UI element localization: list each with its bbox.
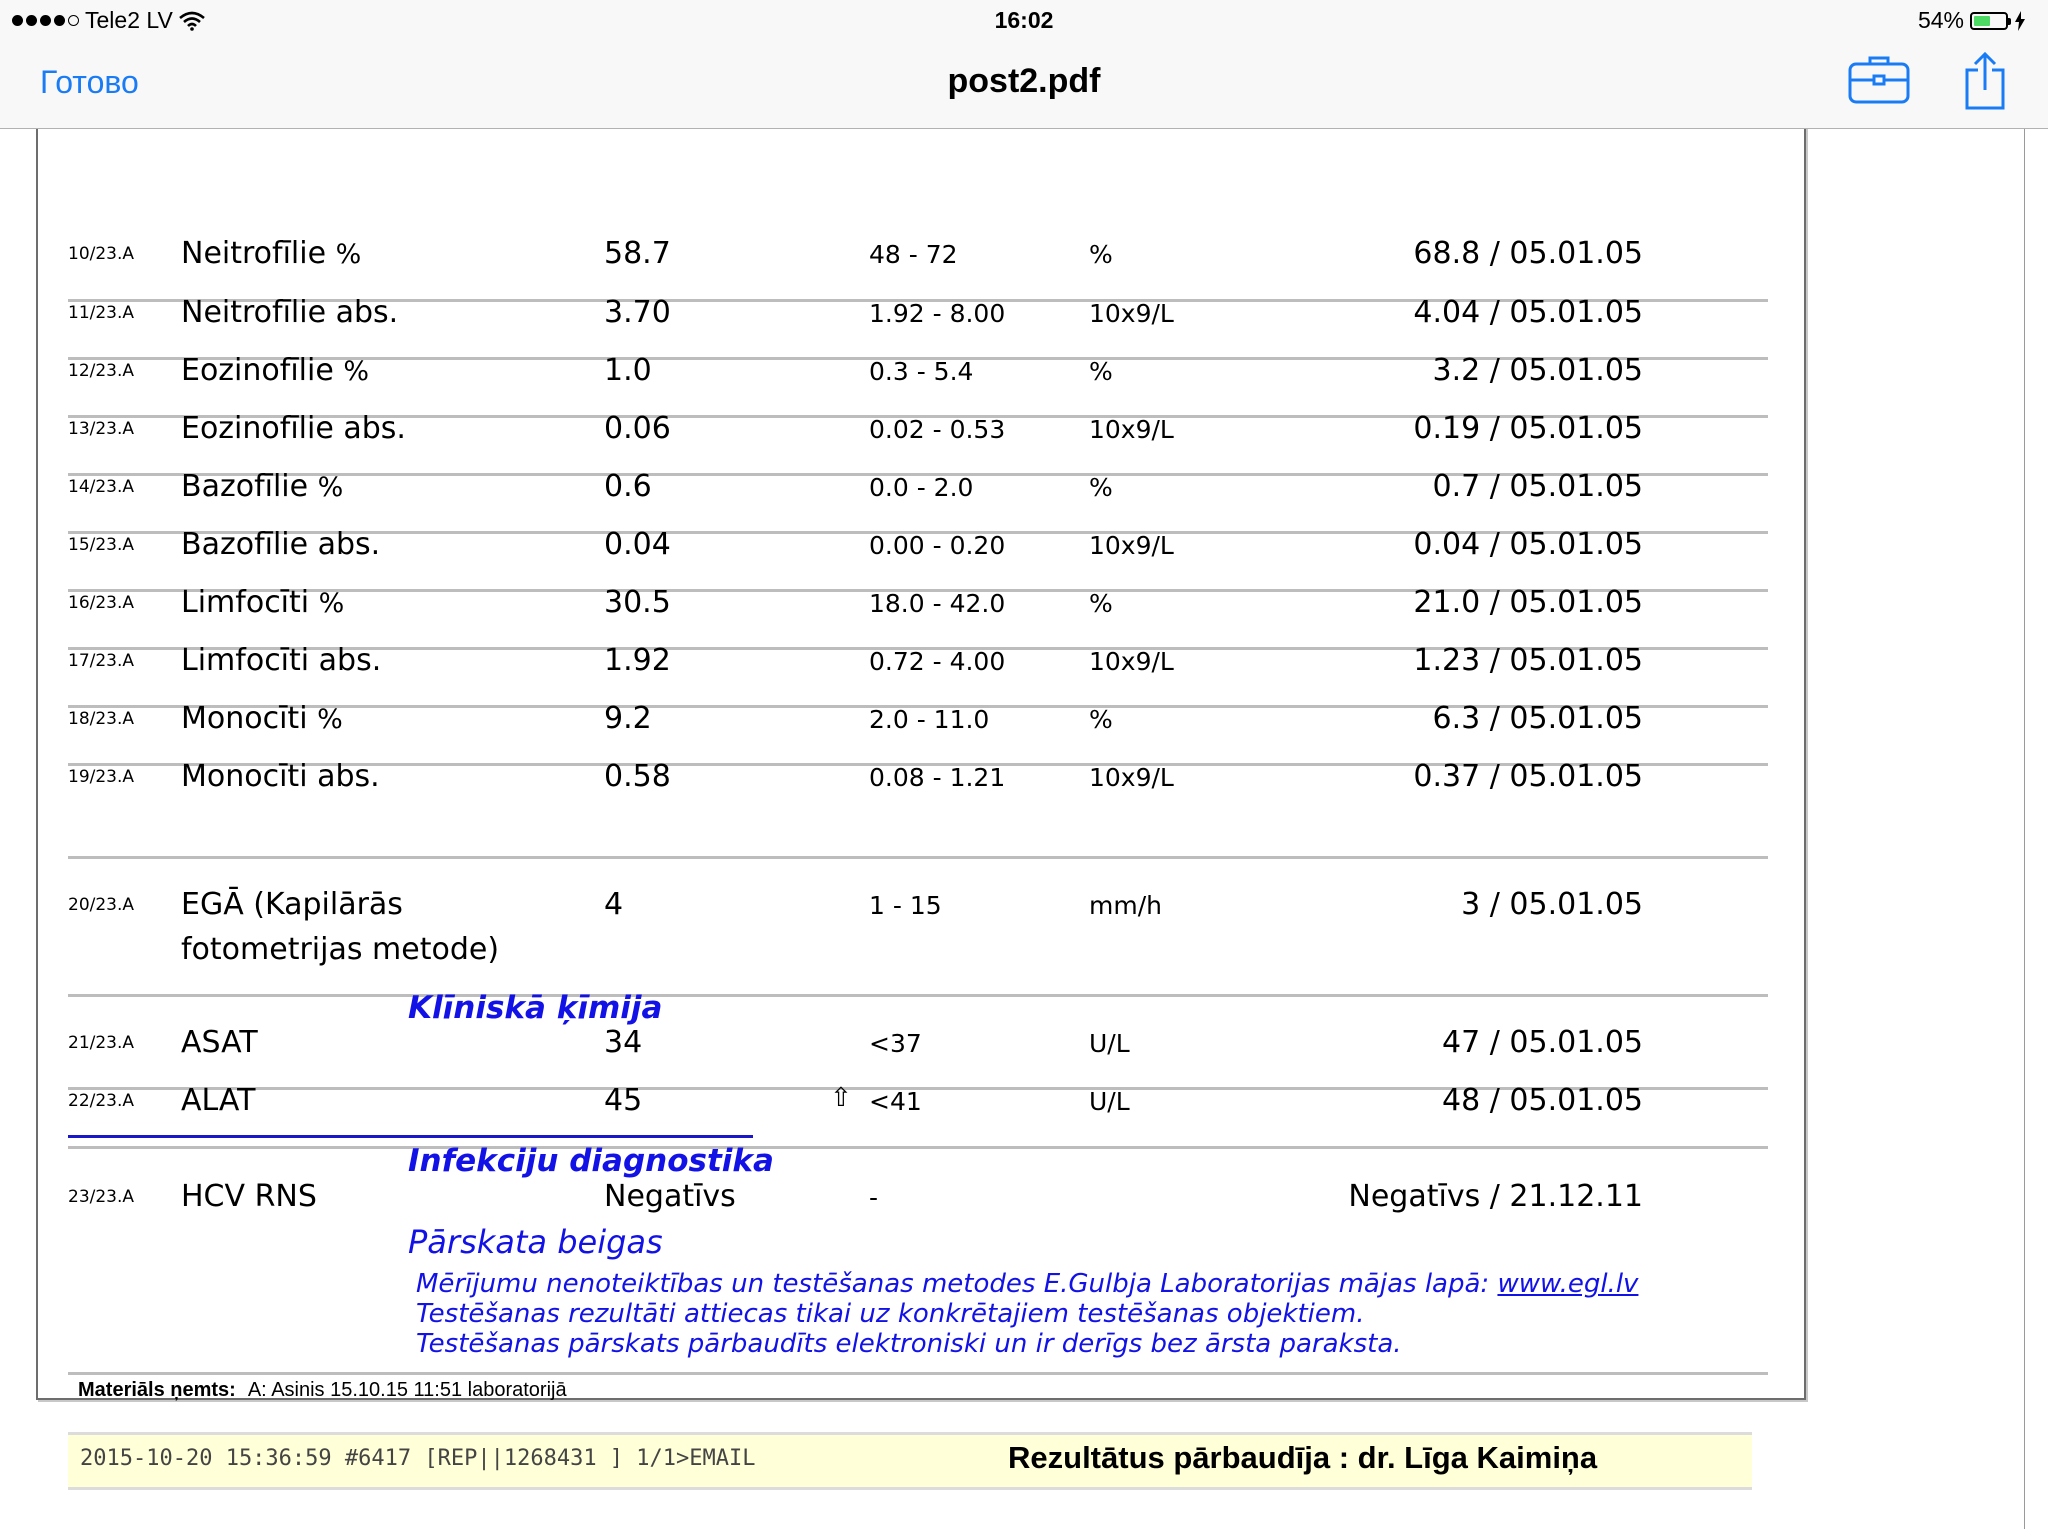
reference-range: 1 - 15: [869, 891, 942, 920]
test-value: 58.7: [604, 236, 671, 271]
test-name-continued: fotometrijas metode): [181, 932, 500, 967]
unit: %: [1089, 705, 1113, 734]
test-name: Limfocīti %: [181, 585, 345, 620]
test-name: ALAT: [181, 1083, 256, 1118]
previous-result: Negatīvs / 21.12.11: [1348, 1179, 1643, 1214]
row-id: 16/23.A: [68, 593, 135, 613]
unit: %: [1089, 240, 1113, 269]
row-id: 10/23.A: [68, 244, 135, 264]
done-button[interactable]: Готово: [40, 64, 139, 100]
reference-range: 0.0 - 2.0: [869, 473, 974, 502]
material-taken: Materiāls ņemts: A: Asinis 15.10.15 11:51 laboratorijā: [78, 1379, 567, 1401]
reference-range: <41: [869, 1087, 922, 1116]
status-right: [1918, 7, 2026, 34]
section-title-infection-diagnostics: Infekciju diagnostika: [408, 1143, 774, 1179]
test-name: Neitrofīlie abs.: [181, 295, 399, 330]
unit: %: [1089, 473, 1113, 502]
reference-range: <37: [869, 1029, 922, 1058]
previous-result: 21.0 / 05.01.05: [1413, 585, 1643, 620]
unit: 10x9/L: [1089, 415, 1174, 444]
verified-by: Rezultātus pārbaudīja : dr. Līga Kaimiņa: [1008, 1440, 1598, 1475]
row-id: 15/23.A: [68, 535, 135, 555]
note-line-3: Testēšanas pārskats pārbaudīts elektroniski un ir derīgs bez ārsta paraksta.: [416, 1329, 1402, 1359]
test-name: Neitrofīlie %: [181, 236, 362, 271]
test-value: 0.06: [604, 411, 671, 446]
row-id: 11/23.A: [68, 303, 135, 323]
pdf-viewer[interactable]: [0, 129, 2048, 1536]
battery-icon: [1970, 12, 2008, 30]
unit: 10x9/L: [1089, 299, 1174, 328]
test-name: Monocīti abs.: [181, 759, 380, 794]
test-value: 34: [604, 1025, 643, 1060]
test-value: 0.6: [604, 469, 652, 504]
row-id: 14/23.A: [68, 477, 135, 497]
test-name: EGĀ (Kapilārās: [181, 887, 403, 922]
reference-range: 0.3 - 5.4: [869, 357, 974, 386]
test-name: Limfocīti abs.: [181, 643, 382, 678]
test-name: Bazofīlie abs.: [181, 527, 381, 562]
test-name: Eozinofīlie abs.: [181, 411, 406, 446]
row-divider: [68, 1146, 1768, 1149]
share-icon[interactable]: [1964, 52, 2006, 110]
row-id: 21/23.A: [68, 1033, 135, 1053]
previous-result: 0.37 / 05.01.05: [1413, 759, 1643, 794]
previous-result: 6.3 / 05.01.05: [1432, 701, 1643, 736]
scroll-edge: [2024, 129, 2025, 1529]
test-value: 4: [604, 887, 624, 922]
status-bar: [0, 0, 2048, 40]
row-id: 19/23.A: [68, 767, 135, 787]
row-id: 17/23.A: [68, 651, 135, 671]
row-divider: [68, 1372, 1768, 1375]
reference-range: 0.72 - 4.00: [869, 647, 1006, 676]
navigation-bar: [0, 40, 2048, 129]
row-id: 20/23.A: [68, 895, 135, 915]
section-underline: [68, 1135, 753, 1138]
previous-result: 47 / 05.01.05: [1442, 1025, 1643, 1060]
unit: %: [1089, 589, 1113, 618]
previous-result: 4.04 / 05.01.05: [1413, 295, 1643, 330]
section-title-clinical-chemistry: Klīniskā ķīmija: [408, 990, 663, 1026]
report-end-title: Pārskata beigas: [408, 1223, 663, 1261]
previous-result: 0.7 / 05.01.05: [1432, 469, 1643, 504]
pdf-page: [36, 129, 1806, 1475]
test-value: 3.70: [604, 295, 671, 330]
report-footer: [68, 1432, 1752, 1490]
row-id: 13/23.A: [68, 419, 135, 439]
unit: U/L: [1089, 1087, 1130, 1116]
test-name: Monocīti %: [181, 701, 343, 736]
test-name: HCV RNS: [181, 1179, 317, 1214]
document-title: post2.pdf: [947, 62, 1101, 100]
previous-result: 3.2 / 05.01.05: [1432, 353, 1643, 388]
test-value: 9.2: [604, 701, 652, 736]
reference-range: 0.08 - 1.21: [869, 763, 1006, 792]
note-line-2: Testēšanas rezultāti attiecas tikai uz konkrētajiem testēšanas objektiem.: [416, 1299, 1365, 1329]
reference-range: 18.0 - 42.0: [869, 589, 1006, 618]
previous-result: 1.23 / 05.01.05: [1413, 643, 1643, 678]
test-value: 30.5: [604, 585, 671, 620]
reference-range: 0.02 - 0.53: [869, 415, 1006, 444]
unit: 10x9/L: [1089, 531, 1174, 560]
clock: 16:02: [994, 7, 1054, 33]
egl-website-link[interactable]: www.egl.lv: [1497, 1269, 1639, 1299]
reference-range: 48 - 72: [869, 240, 958, 269]
previous-result: 0.04 / 05.01.05: [1413, 527, 1643, 562]
test-value: Negatīvs: [604, 1179, 736, 1214]
row-divider: [68, 856, 1768, 859]
test-name: Bazofīlie %: [181, 469, 344, 504]
row-id: 22/23.A: [68, 1091, 135, 1111]
previous-result: 68.8 / 05.01.05: [1413, 236, 1643, 271]
previous-result: 3 / 05.01.05: [1461, 887, 1643, 922]
unit: 10x9/L: [1089, 647, 1174, 676]
row-id: 23/23.A: [68, 1187, 135, 1207]
test-value: 1.0: [604, 353, 652, 388]
test-value: 1.92: [604, 643, 671, 678]
unit: 10x9/L: [1089, 763, 1174, 792]
reference-range: 1.92 - 8.00: [869, 299, 1006, 328]
report-metadata: 2015-10-20 15:36:59 #6417 [REP||1268431 ] 1/1>EMAIL: [80, 1446, 756, 1471]
note-line-1: Mērījumu nenoteiktības un testēšanas metodes E.Gulbja Laboratorijas mājas lapā: www.egl.lv: [416, 1269, 1639, 1299]
unit: %: [1089, 357, 1113, 386]
reference-range: 2.0 - 11.0: [869, 705, 990, 734]
reference-range: -: [869, 1183, 879, 1212]
row-id: 18/23.A: [68, 709, 135, 729]
toolbox-icon[interactable]: [1848, 54, 1910, 106]
test-value: 45: [604, 1083, 643, 1118]
test-name: ASAT: [181, 1025, 258, 1060]
test-value: 0.04: [604, 527, 671, 562]
test-name: Eozinofīlie %: [181, 353, 369, 388]
carrier-name: Tele2 LV: [85, 7, 173, 33]
unit: mm/h: [1089, 891, 1162, 920]
battery-percent: 54%: [1917, 7, 1964, 33]
previous-result: 0.19 / 05.01.05: [1413, 411, 1643, 446]
row-divider: [68, 994, 1768, 997]
elevated-arrow-icon: ⇧: [830, 1083, 852, 1113]
unit: U/L: [1089, 1029, 1130, 1058]
reference-range: 0.00 - 0.20: [869, 531, 1006, 560]
row-id: 12/23.A: [68, 361, 135, 381]
charging-bolt-icon: [2014, 11, 2026, 31]
test-value: 0.58: [604, 759, 671, 794]
previous-result: 48 / 05.01.05: [1442, 1083, 1643, 1118]
